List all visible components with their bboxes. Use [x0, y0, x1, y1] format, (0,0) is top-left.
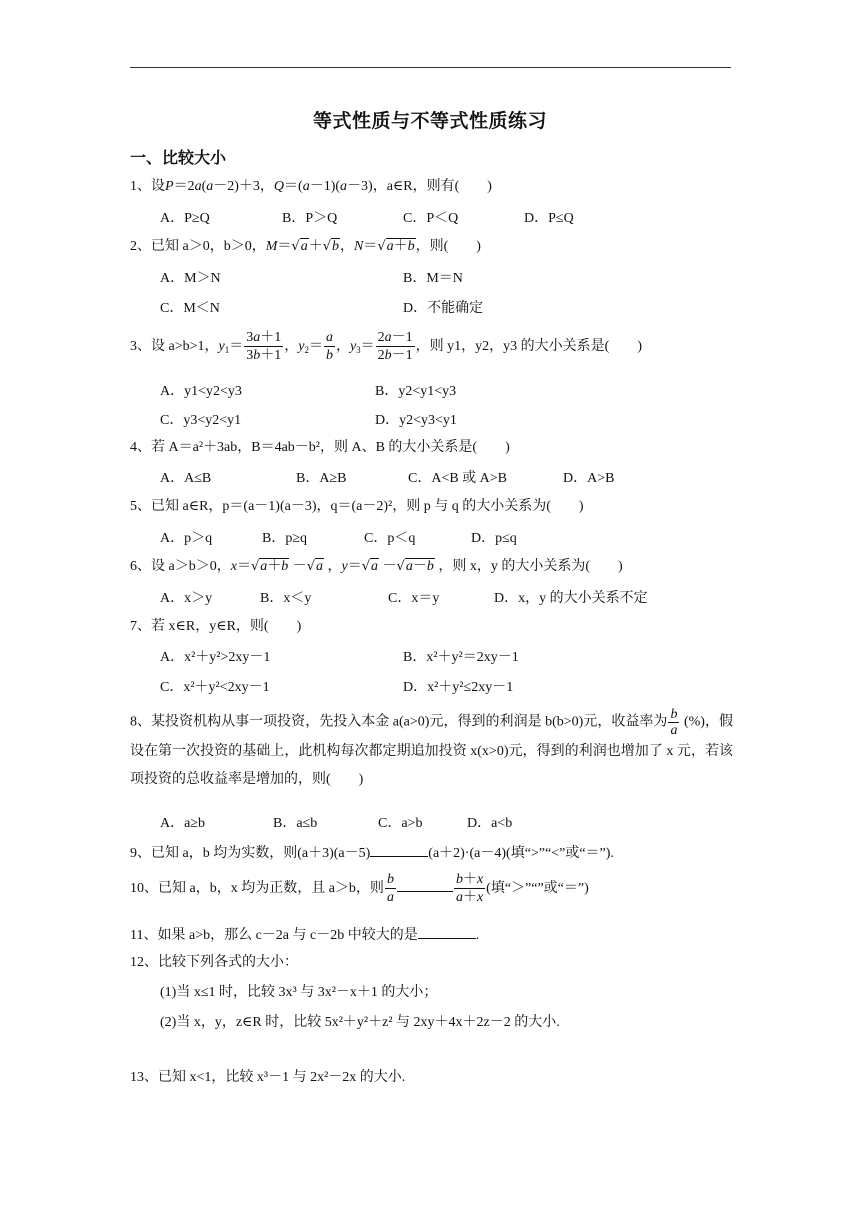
q5-option-d[interactable]: D．p≤q: [471, 531, 517, 546]
q6-option-d[interactable]: D．x，y 的大小关系不定: [494, 591, 648, 606]
q3-option-b[interactable]: B．y2<y1<y3: [375, 384, 457, 399]
q8-text-a: 8、某投资机构从事一项投资，先投入本金 a(a>0)元，得到的利润是 b(b>0)元，收益率为: [130, 714, 668, 730]
page-title: 等式性质与不等式性质练习: [312, 111, 547, 132]
q11-suffix: .: [475, 928, 480, 943]
q3-option-a[interactable]: A．y1<y2<y3: [160, 384, 242, 399]
q6-option-c[interactable]: C．x＝y: [388, 591, 440, 606]
q10-prefix: 10、已知 a，b，x 均为正数，且 a＞b，则: [130, 881, 384, 896]
q8-option-c[interactable]: C．a>b: [378, 816, 423, 831]
q4-option-c[interactable]: C．A<B 或 A>B: [408, 471, 508, 486]
q2-option-a[interactable]: A．M＞N: [160, 271, 221, 286]
q3-prefix: 3、设 a>b>1，: [130, 339, 219, 354]
q8-fraction-b-over-a: $\frac{b}{a}$: [670, 707, 678, 738]
q3-fraction-y3: $\frac{2a-1}{2b-1}$: [377, 330, 413, 364]
q1-option-d[interactable]: D．P≤Q: [524, 211, 574, 226]
q6-prefix: 6、设 a＞b＞0，: [130, 559, 231, 574]
q3-fraction-y1: $\frac{3a+1}{3b+1}$: [246, 330, 282, 364]
q11-prefix: 11、如果 a>b，那么 c－2a 与 c－2b 中较大的是: [130, 928, 418, 943]
q2-option-d[interactable]: D．不能确定: [403, 301, 484, 316]
question-13: 13、已知 x<1，比较 x³－1 与 2x²－2x 的大小.: [130, 1070, 406, 1085]
q12-part-1: (1)当 x≤1 时，比较 3x³ 与 3x²－x＋1 的大小；: [160, 985, 438, 1000]
q3-option-c[interactable]: C．y3<y2<y1: [160, 413, 242, 428]
q2-option-b[interactable]: B．M＝N: [403, 271, 463, 286]
question-2: 2、已知 a＞0，b＞0，M＝√a＋√b，N＝√a＋b，则( ): [130, 239, 481, 254]
q3-suffix: ，则 y1，y2，y3 的大小关系是( ): [415, 339, 642, 354]
question-11: [130, 924, 479, 946]
q4-option-b[interactable]: B．A≥B: [296, 471, 347, 486]
question-1: 1、设P＝2a(a－2)＋3，Q＝(a－1)(a－3)，a∈R，则有( ): [130, 179, 492, 194]
q12-part-2: (2)当 x，y，z∈R 时，比较 5x²＋y²＋z² 与 2xy＋4x＋2z－2 的大小.: [160, 1015, 560, 1030]
q10-answer-blank[interactable]: [397, 877, 453, 892]
question-12: 12、比较下列各式的大小：: [130, 955, 298, 970]
header-rule: [130, 67, 731, 68]
q2-option-c[interactable]: C．M＜N: [160, 301, 220, 316]
q8-option-a[interactable]: A．a≥b: [160, 816, 206, 831]
question-3: 3、设 a>b>1，$y_1=$ $\frac{3a+1}{3b+1}$ ，$y_2=$ $\frac{a}{b}$ ，$y_3=$ $\frac{2a-1}{2b-1}$ ，则 y1，y2，y3 的大小关系是( ): [130, 330, 642, 364]
q10-fraction-right: $\frac{b+x}{a+x}$: [455, 872, 484, 906]
q5-option-b[interactable]: B．p≥q: [262, 531, 308, 546]
q1-rest: ，a∈R，则有( ): [372, 179, 492, 194]
q9-answer-blank[interactable]: [370, 842, 428, 857]
q8-option-b[interactable]: B．a≤b: [273, 816, 318, 831]
q6-option-b[interactable]: B．x＜y: [260, 591, 312, 606]
q6-option-a[interactable]: A．x＞y: [160, 591, 213, 606]
q4-option-d[interactable]: D．A>B: [563, 471, 615, 486]
question-9: [130, 842, 614, 864]
q3-option-d[interactable]: D．y2<y3<y1: [375, 413, 457, 428]
q8-option-d[interactable]: D．a<b: [467, 816, 513, 831]
question-6: 6、设 a＞b＞0，x＝√a＋b －√a ，y＝√a －√a－b ，则 x，y 的大小关系为( ): [130, 559, 623, 574]
q9-prefix: 9、已知 a，b 均为实数，则(a＋3)(a－5): [130, 846, 371, 861]
q2-suffix: ，则( ): [415, 239, 481, 254]
q3-fraction-y2: $\frac{a}{b}$: [325, 330, 333, 364]
q4-option-a[interactable]: A．A≤B: [160, 471, 212, 486]
q5-option-c[interactable]: C．p＜q: [364, 531, 416, 546]
q10-fraction-left: $\frac{b}{a}$: [386, 872, 394, 906]
q6-suffix: ，则 x，y 的大小关系为( ): [438, 559, 623, 574]
q1-option-c[interactable]: C．P＜Q: [403, 211, 459, 226]
question-10: [130, 870, 589, 908]
question-5: 5、已知 a∈R，p＝(a－1)(a－3)，q＝(a－2)²，则 p 与 q 的大小关系为( ): [130, 499, 584, 514]
q7-option-d[interactable]: D．x²＋y²≤2xy－1: [403, 680, 514, 695]
question-8: [130, 707, 733, 794]
q2-prefix: 2、已知 a＞0，b＞0，: [130, 239, 266, 254]
q11-answer-blank[interactable]: [418, 924, 476, 939]
q1-option-a[interactable]: A．P≥Q: [160, 211, 210, 226]
q10-suffix: (填“＞”“”或“＝”): [486, 881, 589, 896]
q7-option-a[interactable]: A．x²＋y²>2xy－1: [160, 650, 271, 665]
q9-suffix: (a＋2)·(a－4)(填“>”“<”或“＝”).: [428, 846, 614, 861]
q1-option-b[interactable]: B．P＞Q: [282, 211, 338, 226]
question-7: 7、若 x∈R，y∈R，则( ): [130, 619, 302, 634]
q1-prefix: 1、设: [130, 179, 165, 194]
section-heading: 一、比较大小: [130, 150, 227, 167]
q5-option-a[interactable]: A．p＞q: [160, 531, 213, 546]
q8-text-b: (%)，假设在第一次投资的基础上，此机构每次都定期追加投资 x(x>0)元，得到的利润也增加了 x 元，若该项投资的总收益率是增加的，则( ): [130, 714, 733, 787]
q7-option-b[interactable]: B．x²＋y²＝2xy－1: [403, 650, 519, 665]
question-4: 4、若 A＝a²＋3ab，B＝4ab－b²，则 A、B 的大小关系是( ): [130, 440, 510, 455]
q7-option-c[interactable]: C．x²＋y²<2xy－1: [160, 680, 270, 695]
